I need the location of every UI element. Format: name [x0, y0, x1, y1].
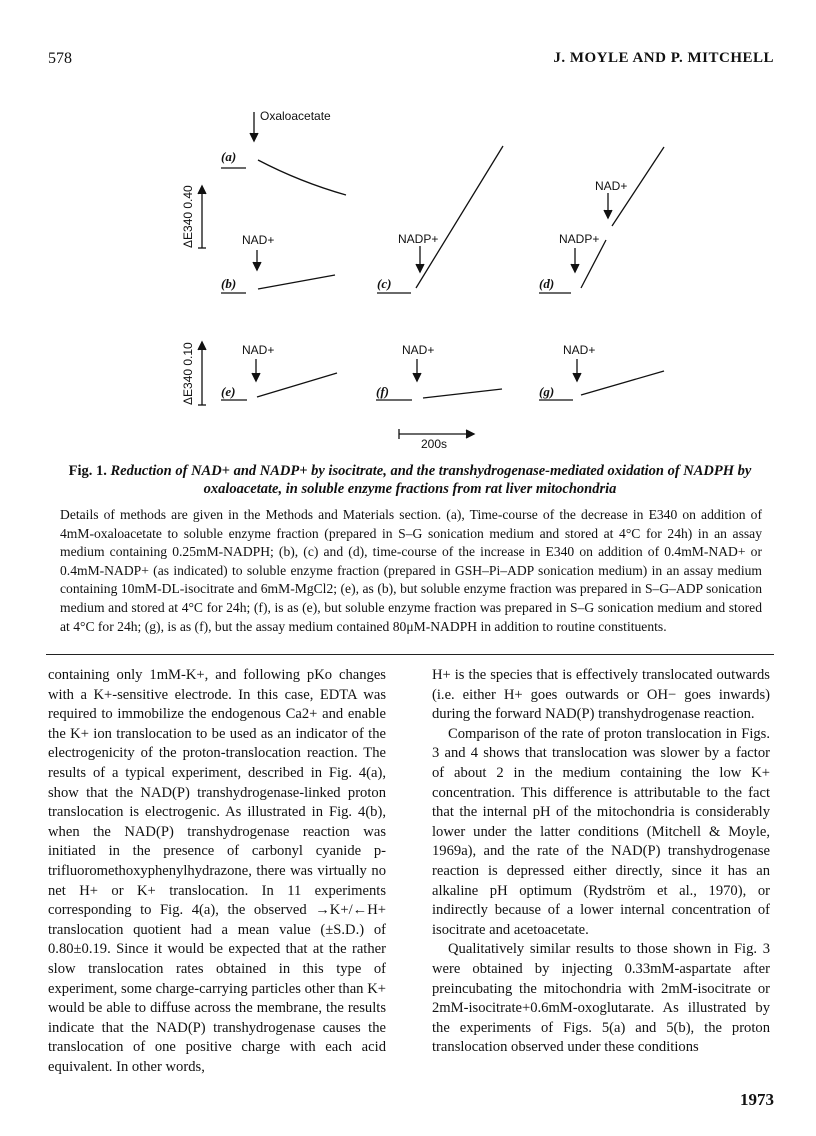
- page-number: 578: [48, 50, 72, 67]
- trace-a: [258, 160, 346, 195]
- figure-label: NAD+: [242, 233, 275, 247]
- caption-number: Fig. 1.: [68, 463, 107, 479]
- trace-e: [257, 373, 337, 397]
- left-column: [48, 666, 386, 1077]
- figure-caption: [60, 462, 760, 498]
- time-bar-label: 200s: [421, 437, 448, 451]
- figure-label: (f): [376, 384, 389, 399]
- caption-text: Reduction of NAD+ and NADP+ by isocitrate, and the transhydrogenase-mediated oxidation of NADPH by oxaloacetate, in soluble enzyme fractions from rat liver mitochondria: [110, 463, 752, 497]
- paragraph: containing only 1mM-K+, and following pKo changes with a K+-sensitive electrode. In this case, EDTA was required to immobilize the endogenous Ca2+ and enable the K+ ion translocation to be used as an indicator of the electrogenicity of the proton-translocation reaction. The results of a typical experiment, described in Fig. 4(a), show that the NAD(P) transhydrogenase-linked proton translocation is electrogenic. As illustrated in Fig. 4(b), when the NAD(P) transhydrogenase reaction was initiated in the presence of carbonyl cyanide p-trifluoromethoxyphenylhydrazone, there was virtually no net H+ or K+ translocation. In 11 experiments corresponding to Fig. 4(a), the observed →K+/←H+ translocation quotient had a mean value (±S.D.) of 0.80±0.19. Since it would be expected that at the rather slow translocation rates obtained in this type of experiment, some charge-carrying particles other than K+ would be able to diffuse across the membrane, the results indicate that the NAD(P) transhydrogenase causes the translocation of one positive charge with each acid equivalent. In other words,: [48, 667, 386, 1075]
- trace-b: [258, 275, 335, 289]
- trace-c: [416, 146, 503, 288]
- oxaloacetate-label: Oxaloacetate: [260, 109, 331, 123]
- footer-year: 1973: [740, 1090, 774, 1109]
- figure-1: [0, 0, 816, 460]
- scale-label-bottom: ΔE340 0.10: [181, 342, 195, 405]
- trace-d1: [581, 240, 606, 288]
- figure-label: NADP+: [559, 232, 600, 246]
- trace-f: [423, 389, 502, 398]
- paragraph: H+ is the species that is effectively translocated outwards (i.e. either H+ goes outwards or OH− goes inwards) during the forward NAD(P) transhydrogenase reaction.: [432, 667, 770, 723]
- figure-label: NAD+: [402, 343, 435, 357]
- figure-label: NAD+: [242, 343, 275, 357]
- figure-label: NAD+: [563, 343, 596, 357]
- paragraph: Comparison of the rate of proton translocation in Figs. 3 and 4 shows that translocation was slower by a factor of about 2 in the medium containing the low K+ concentration. This difference is attributable to the fact that the internal pH of the mitochondria is considerably lower under the latter conditions (Mitchell & Moyle, 1969a), and the rate of the NAD(P) transhydrogenase reaction is depressed either directly, since it has an alkaline pH optimum (Rydström et al., 1970), or indirectly because of a lower internal concentration of isocitrate and acetoacetate.: [432, 725, 770, 938]
- figure-label: (e): [221, 384, 236, 399]
- figure-label: (d): [539, 276, 555, 291]
- right-column: [432, 666, 770, 1058]
- figure-label: NADP+: [398, 232, 439, 246]
- figure-label: (g): [539, 384, 555, 399]
- running-head: J. MOYLE AND P. MITCHELL: [553, 50, 774, 66]
- figure-label: (b): [221, 276, 237, 291]
- figure-label: NAD+: [595, 179, 628, 193]
- figure-label: (c): [377, 276, 392, 291]
- scale-label-top: ΔE340 0.40: [181, 185, 195, 248]
- figure-label: (a): [221, 149, 237, 164]
- trace-g: [581, 371, 664, 395]
- divider: [46, 654, 774, 655]
- paragraph: Qualitatively similar results to those shown in Fig. 3 were obtained by injecting 0.33mM-aspartate after preincubating the mitochondria with 2mM-isocitrate or 2mM-isocitrate+0.6mM-oxoglutarate. As illustrated by the experiments of Figs. 5(a) and 5(b), the proton translocation observed under these conditions: [432, 941, 770, 1056]
- figure-details: Details of methods are given in the Methods and Materials section. (a), Time-course of the decrease in E340 on addition of 4mM-oxaloacetate to soluble enzyme fraction (prepared in S–G sonication medium and stored at 4°C for 24h) in an assay medium containing 0.25mM-NADPH; (b), (c) and (d), time-course of the increase in E340 on addition of 0.4mM-NAD+ or 0.4mM-NADP+ (as indicated) to soluble enzyme fraction (prepared in GSH–Pi–ADP sonication medium) in an assay medium containing 10mM-DL-isocitrate and 6mM-MgCl2; (e), as (b), but soluble enzyme fraction was prepared in S–G–ADP sonication medium and stored at 4°C for 24h; (f), is as (e), but soluble enzyme fraction was prepared in S–G sonication medium and stored at 4°C for 24h; (g), is as (f), but the assay medium contained 80μM-NADPH in addition to routine constituents.: [60, 507, 762, 634]
